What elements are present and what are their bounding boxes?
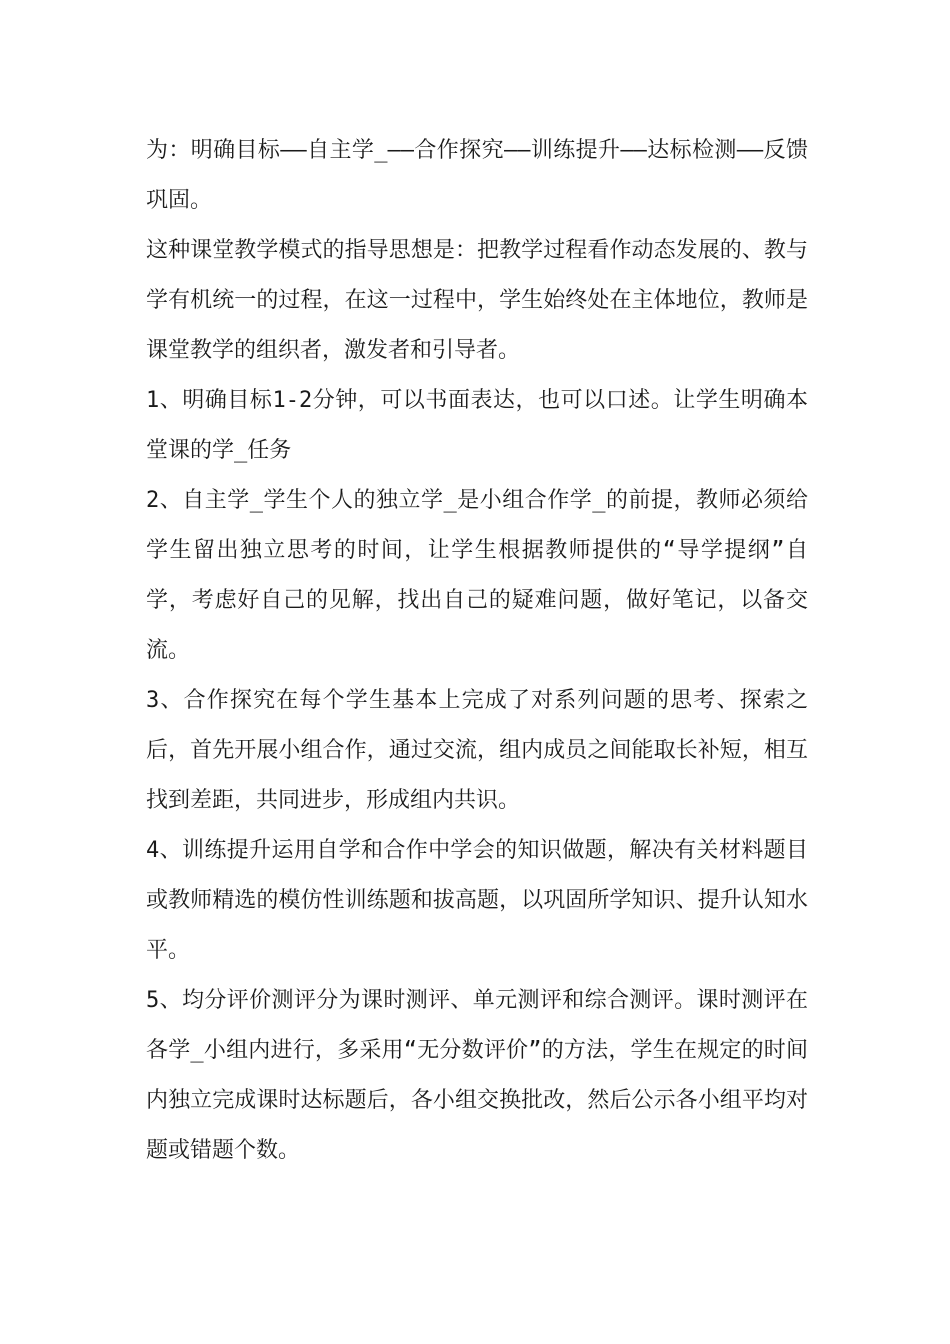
paragraph-guiding-idea: 这种课堂教学模式的指导思想是：把教学过程看作动态发展的、教与学有机统一的过程，在这一过程中，学生始终处在主体地位，教师是课堂教学的组织者，激发者和引导者。	[146, 238, 808, 363]
paragraph-step-4: 4、训练提升运用自学和合作中学会的知识做题，解决有关材料题目或教师精选的模仿性训练题和拔高题，以巩固所学知识、提升认知水平。	[146, 838, 808, 963]
paragraph-step-3: 3、合作探究在每个学生基本上完成了对系列问题的思考、探索之后，首先开展小组合作，通过交流，组内成员之间能取长补短，相互找到差距，共同进步，形成组内共识。	[146, 688, 808, 813]
paragraph-step-2: 2、自主学_学生个人的独立学_是小组合作学_的前提，教师必须给学生留出独立思考的时间，让学生根据教师提供的“导学提纲”自学，考虑好自己的见解，找出自己的疑难问题，做好笔记，以备交流。	[146, 488, 808, 663]
document-body	[146, 126, 808, 1176]
paragraph-process-steps: 为：明确目标——自主学_——合作探究——训练提升——达标检测——反馈巩固。	[146, 138, 808, 213]
paragraph-step-1: 1、明确目标1-2分钟，可以书面表达，也可以口述。让学生明确本堂课的学_任务	[146, 388, 808, 463]
paragraph-step-5: 5、均分评价测评分为课时测评、单元测评和综合测评。课时测评在各学_小组内进行，多采用“无分数评价”的方法，学生在规定的时间内独立完成课时达标题后，各小组交换批改，然后公示各小组平均对题或错题个数。	[146, 988, 808, 1163]
